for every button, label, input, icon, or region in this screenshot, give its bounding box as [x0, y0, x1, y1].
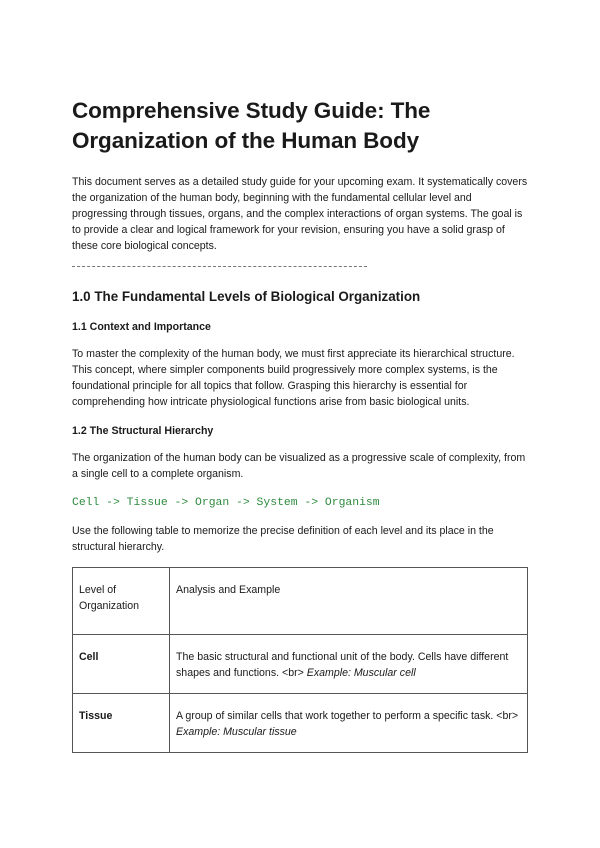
hierarchy-code-line: Cell -> Tissue -> Organ -> System -> Organism: [72, 497, 380, 509]
table-header-level: Level of Organization: [73, 568, 170, 635]
table-row: [73, 694, 528, 753]
table-header-row: [73, 568, 528, 635]
analysis-example: Example: Muscular tissue: [176, 726, 297, 738]
analysis-example: Example: Muscular cell: [306, 667, 416, 679]
analysis-text: A group of similar cells that work together to perform a specific task. <br>: [176, 710, 519, 722]
section-heading: 1.0 The Fundamental Levels of Biological Organization: [72, 289, 421, 304]
levels-table: [72, 567, 528, 753]
table-header-analysis: Analysis and Example: [170, 568, 528, 635]
table-cell-level: Tissue: [73, 694, 170, 753]
intro-paragraph: This document serves as a detailed study guide for your upcoming exam. It systematically covers the organization of the human body, beginning with the fundamental cellular level and progressing through tissues, organs, and the complex interactions of organ systems. The goal is to provide a clear and logical framework for your revision, ensuring you have a solid grasp of these core biological concepts.: [72, 176, 528, 252]
table-cell-analysis: [170, 635, 528, 694]
table-cell-level: Cell: [73, 635, 170, 694]
hierarchy-paragraph: The organization of the human body can be visualized as a progressive scale of complexity, from a single cell to a complete organism.: [72, 452, 526, 480]
document-page: [72, 96, 528, 753]
table-cell-analysis: [170, 694, 528, 753]
subsection-heading-hierarchy: 1.2 The Structural Hierarchy: [72, 425, 214, 437]
horizontal-divider: [72, 266, 367, 268]
context-paragraph: To master the complexity of the human body, we must first appreciate its hierarchical structure. This concept, where simpler components build progressively more complex systems, is the foundational principle for all topics that follow. Grasping this hierarchy is essential for comprehending how intricate physiological functions arise from basic biological units.: [72, 348, 515, 408]
document-title: Comprehensive Study Guide: The Organization of the Human Body: [72, 98, 431, 153]
table-intro-paragraph: Use the following table to memorize the precise definition of each level and its place in the structural hierarchy.: [72, 525, 494, 553]
analysis-text: The basic structural and functional unit of the body. Cells have different shapes and functions. <br>: [176, 651, 509, 679]
subsection-heading-context: 1.1 Context and Importance: [72, 321, 211, 333]
table-row: [73, 635, 528, 694]
